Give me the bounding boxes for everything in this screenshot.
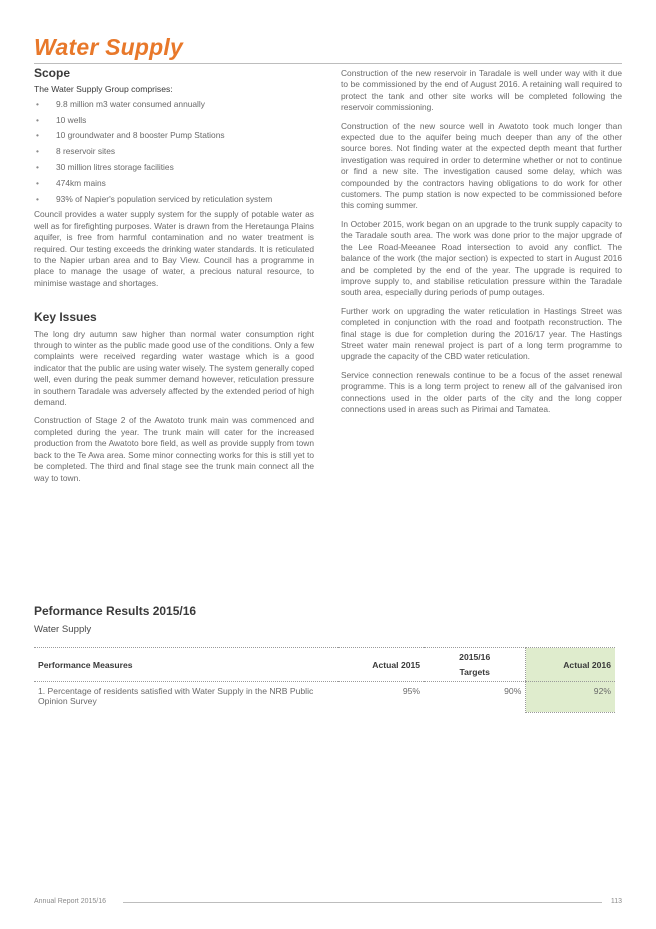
key-issues-heading: Key Issues [34,310,97,325]
list-item: • 10 groundwater and 8 booster Pump Stations [34,130,314,141]
target-cell: 90% [504,686,522,696]
title-divider [34,63,622,64]
performance-subheading: Water Supply [34,624,92,635]
left-column [34,68,314,491]
list-item: • 474km mains [34,178,314,189]
measure-cell: 1. Percentage of residents satisfied with Water Supply in the NRB Public Opinion Survey [38,686,314,706]
performance-table [34,647,615,713]
body-paragraph: Construction of the new source well in Awatoto took much longer than expected due to the aquifer being much deeper than any of the other source bores. Not finding water at the expected depth meant that further investigation was required in order to determine whether or not to continue or find a new site. The investigation caused some delay, which was compounded by the contractors having obligations to do work for other customers. The pump station is now expected to be commissioned before this coming summer. [341,120,622,211]
key-issues-paragraph: The long dry autumn saw higher than normal water consumption right through to winter as the public made good use of the conditions. Only a few complaints were received regarding water wastage which is a good indicator that the public are using water wisely. The system generally coped well, even during the peak summer demand however, reticulation pressure in southern Taradale was adversely affected by the extended period of high demand. [34,328,314,408]
list-item: • 10 wells [34,115,314,126]
targets-year: 2015/16 [459,652,491,662]
body-paragraph: In October 2015, work began on an upgrade to the trunk supply capacity to the Taradale south area. The work was done prior to the major upgrade of the Lee Road-Meeanee Road intersection to avoid any conflict. The balance of the work (the major section) is expected to start in August 2016 and be completed by the end of the year. The upgrade is required to improve supply to, and stabilise reticulation pressure within the Taradale south area, especially during periods of pump outages. [341,218,622,298]
footer-divider [123,902,602,903]
body-paragraph: Service connection renewals continue to be a focus of the asset renewal programme. This is a long term project to renew all of the galvanised iron connections used in the older parts of the city and the long copper connections used in areas such as Pirimai and Tamatea. [341,369,622,414]
page-title: Water Supply [34,34,183,60]
scope-intro: The Water Supply Group comprises: [34,84,173,95]
list-item: • 93% of Napier's population serviced by reticulation system [34,194,314,205]
list-item: • 8 reservoir sites [34,146,314,157]
right-column [341,68,622,422]
scope-paragraph: Council provides a water supply system for the supply of potable water as well as for firefighting purposes. Water is drawn from the Heretaunga Plains aquifer, is free from harmful contamination and no water treatment is required. Our testing exceeds the drinking water standards. It is reticulated to the Napier urban area and to Bay View. Council has a programme in place to manage the usage of water, a precious natural resource, to minimise wastage and shortages. [34,209,314,288]
col-header-actual-2015: Actual 2015 [338,648,424,682]
col-header-targets [424,648,526,682]
footer-report-name: Annual Report 2015/16 [34,898,106,905]
key-issues-paragraph: Construction of Stage 2 of the Awatoto trunk main was commenced and completed during the year. The trunk main will cater for the increased production from the Awatoto bore field, as well as provide supply from town back to the Te Awa area. Some minor connecting works for this is still yet to be completed. The third and final stage see the trunk main connect all the way to town. [34,415,314,483]
performance-section [34,604,622,713]
col-header-actual-2016: Actual 2016 [526,648,615,682]
table-row [34,682,615,713]
scope-heading: Scope [34,66,71,80]
targets-label: Targets [459,667,490,677]
body-paragraph: Further work on upgrading the water reticulation in Hastings Street was completed in conjunction with the road and footpath reconstruction. The final stage is due for completion during the 2016/17 year. The Hastings Street water main renewal project is part of a long term programme to upgrade the capacity of the CBD water reticulation. [341,305,622,362]
list-item: • 9.8 million m3 water consumed annually [34,99,314,110]
performance-heading: Peformance Results 2015/16 [34,604,197,618]
page-number: 113 [610,898,622,905]
actual-2015-cell: 95% [402,686,421,696]
table-header-row [34,648,615,682]
list-item: • 30 million litres storage facilities [34,162,314,173]
body-paragraph: Construction of the new reservoir in Taradale is well under way with it due to be commissioned by the end of August 2016. A retaining wall required to protect the tank and other site works will be completed following the reservoir commissioning. [341,68,622,113]
actual-2016-cell: 92% [526,682,615,713]
col-header-measures: Performance Measures [34,648,338,682]
scope-list [34,99,314,205]
